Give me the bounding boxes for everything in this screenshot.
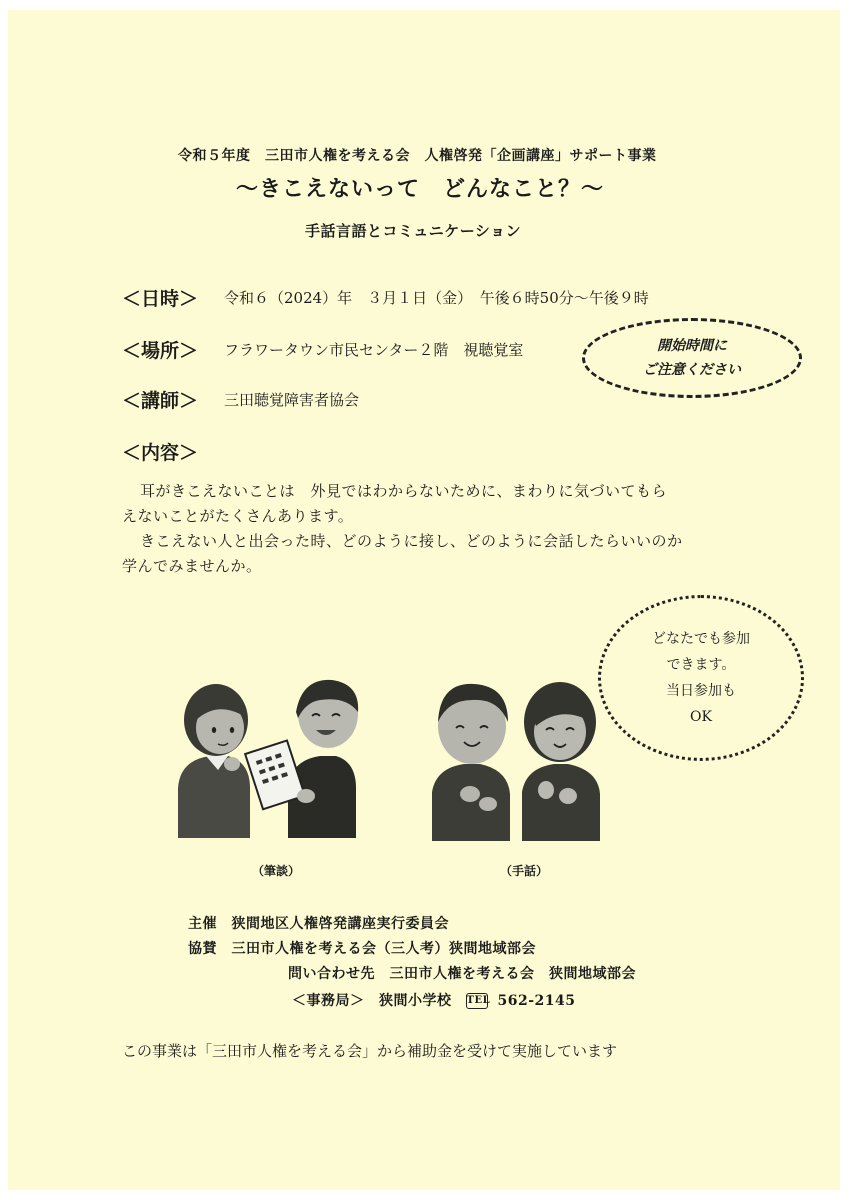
sign-language-illustration [428,676,603,846]
place-label: ＜場所＞ [122,340,199,362]
page-title: ～きこえないって どんなこと？～ [236,176,605,202]
contact-line: 問い合わせ先 三田市人権を考える会 狭間地域部会 [288,966,636,982]
content-line-3: きこえない人と出会った時、どのように接し、どのように会話したらいいのか [140,532,683,550]
place-value: フラワータウン市民センター２階 視聴覚室 [224,341,524,359]
phone-icon: TEL [466,993,488,1009]
caption-writing: （筆談） [252,864,301,878]
host-line: 主催 狭間地区人権啓発講座実行委員会 [188,916,449,932]
cosponsor-line: 協賛 三田市人権を考える会（三人考）狭間地域部会 [188,941,536,957]
join-line-1: どなたでも参加 [652,631,750,647]
join-line-2: できます。 [666,657,736,673]
lecturer-value: 三田聴覚障害者協会 [224,391,360,409]
phone-number: 562-2145 [497,993,576,1009]
page-subtitle: 手話言語とコミュニケーション [305,222,522,240]
caption-sign-language: （手話） [500,864,549,878]
datetime-value: 令和６（2024）年 ３月１日（金） 午後６時50分～午後９時 [224,289,649,307]
footer-note: この事業は「三田市人権を考える会」から補助金を受けて実施しています [122,1042,618,1060]
content-line-4: 学んでみませんか。 [122,557,262,575]
notice-line-1: 開始時間に [657,338,727,354]
notice-bubble [582,318,802,398]
join-line-4: OK [690,709,712,725]
writing-conversation-illustration [170,668,360,843]
office-label: ＜事務局＞ 狭間小学校 [292,993,452,1009]
content-label: ＜内容＞ [122,442,199,464]
header-top-line: 令和５年度 三田市人権を考える会 人権啓発「企画講座」サポート事業 [178,148,657,164]
join-line-3: 当日参加も [666,683,736,699]
datetime-label: ＜日時＞ [122,288,199,310]
join-bubble [598,595,804,761]
content-line-2: えないことがたくさんあります。 [122,507,354,525]
content-line-1: 耳がきこえないことは 外見ではわからないために、まわりに気づいてもら [140,482,668,500]
notice-line-2: ご注意ください [643,362,741,378]
office-line [292,990,576,1010]
lecturer-label: ＜講師＞ [122,390,199,412]
